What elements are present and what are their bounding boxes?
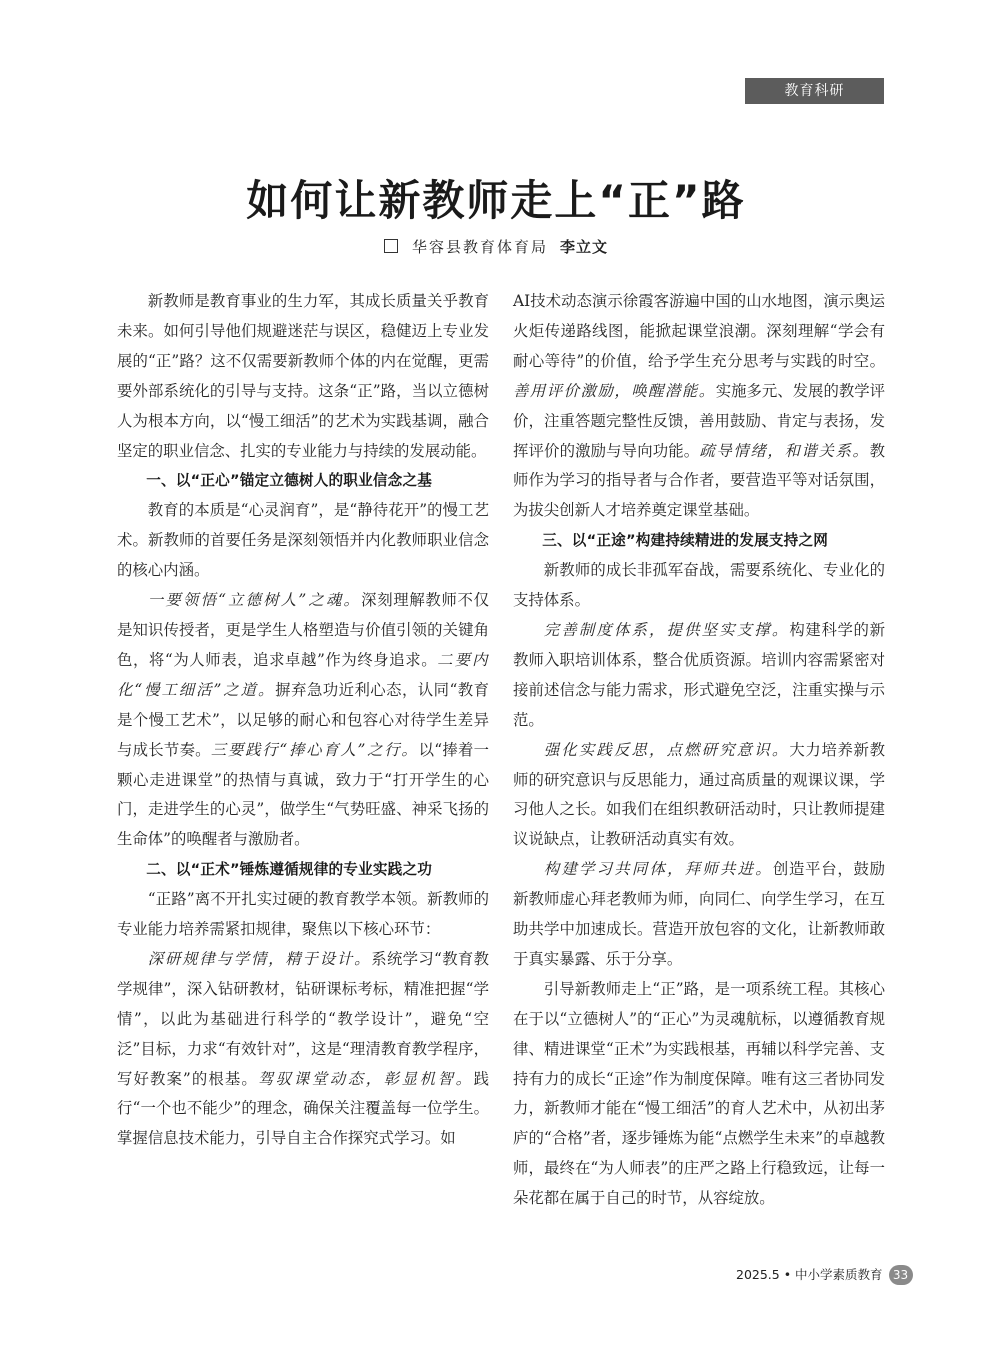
paragraph-lead: 疏导情绪，和谐关系。 xyxy=(699,441,870,460)
paragraph-body: AI技术动态演示徐霞客游遍中国的山水地图，演示奥运火炬传递路线图，能掀起课堂浪潮。深刻理解“学会有耐心等待”的价值，给予学生充分思考与实践的时空。 xyxy=(513,292,885,370)
paragraph-lead: 构建学习共同体，拜师共进。 xyxy=(543,860,773,879)
paragraph-body: 大力培养新教师的研究意识与反思能力，通过高质量的观课议课，学习他人之长。如我们在组织教研活动时，只让教师提建议说缺点，让教研活动真实有效。 xyxy=(513,740,885,849)
section-heading: 三、以“正途”构建持续精进的发展支持之网 xyxy=(542,532,829,550)
article-title: 如何让新教师走上“正”路 xyxy=(246,176,746,225)
section-tag: 教育科研 xyxy=(745,78,884,104)
paragraph-body: 实施多元、发展的教学评价，注重答题完整性反馈，善用鼓励、肯定与表扬，发挥评价的激励与导向功能。 xyxy=(513,381,886,460)
page-number: 33 xyxy=(889,1265,913,1285)
paragraph-body: 深刻理解教师不仅是知识传授者，更是学生人格塑造与价值引领的关键角色，将“为人师表，追求卓越”作为终身追求。 xyxy=(117,591,489,669)
paragraph-lead: 强化实践反思，点燃研究意识。 xyxy=(543,740,790,759)
paragraph-body: 践行“一个也不能少”的理念，确保关注覆盖每一位学生。掌握信息技术能力，引导自主合作探究式学习。如 xyxy=(117,1069,489,1148)
right-column xyxy=(513,287,885,1214)
paragraph-body: 构建科学的新教师入职培训体系，整合优质资源。培训内容需紧密对接前述信念与能力需求，形式避免空泛，注重实操与示范。 xyxy=(513,620,885,729)
author-organization: 华容县教育体育局 xyxy=(411,238,548,256)
page-footer xyxy=(736,1265,913,1285)
paragraph-lead: 深研规律与学情，精于设计。 xyxy=(147,949,372,968)
paragraph-lead: 善用评价激励，唤醒潜能。 xyxy=(513,381,716,400)
paragraph-lead: 完善制度体系，提供坚实支撑。 xyxy=(543,620,790,639)
issue-info: 2025.5 • 中小学素质教育 xyxy=(736,1267,883,1282)
paragraph: 教育的本质是“心灵润育”，是“静待花开”的慢工艺术。新教师的首要任务是深刻领悟并内化教师职业信念的核心内涵。 xyxy=(117,501,489,580)
paragraph: 引导新教师走上“正”路，是一项系统工程。其核心在于以“立德树人”的“正心”为灵魂航标，以遵循教育规律、精进课堂“正术”为实践根基，再辅以科学完善、支持有力的成长“正途”作为制度保障。唯有这三者协同发力，新教师才能在“慢工细活”的育人艺术中，从初出茅庐的“合格”者，逐步锤炼为能“点燃学生未来”的卓越教师，最终在“为人师表”的庄严之路上行稳致远，让每一朵花都在属于自己的时节，从容绽放。 xyxy=(513,979,885,1208)
paragraph-lead: 二要内化“慢工细活”之道。 xyxy=(117,650,489,699)
paragraph-lead: 驾驭课堂动态，彰显机智。 xyxy=(257,1069,474,1088)
paragraph xyxy=(513,616,885,736)
author-name: 李立文 xyxy=(560,238,609,256)
left-column xyxy=(117,287,489,1154)
paragraph: 新教师的成长非孤军奋战，需要系统化、专业化的支持体系。 xyxy=(513,561,885,610)
paragraph xyxy=(117,586,489,855)
section-heading: 一、以“正心”锚定立德树人的职业信念之基 xyxy=(146,472,433,490)
section-heading: 二、以“正术”锤炼遵循规律的专业实践之功 xyxy=(146,861,433,879)
square-icon xyxy=(384,239,398,253)
paragraph-body: 以“捧着一颗心走进课堂”的热情与真诚，致力于“打开学生的心门，走进学生的心灵”，做学生“气势旺盛、神采飞扬的生命体”的唤醒者与激励者。 xyxy=(117,740,489,849)
paragraph: “正路”离不开扎实过硬的教育教学本领。新教师的专业能力培养需紧扣规律，聚焦以下核心环节： xyxy=(117,890,489,939)
paragraph xyxy=(513,855,885,975)
paragraph xyxy=(117,945,489,1154)
byline xyxy=(0,236,992,257)
paragraph xyxy=(513,736,885,856)
paragraph xyxy=(513,287,885,526)
paragraph-body: 系统学习“教育教学规律”，深入钻研教材，钻研课标考标，精准把握“学情”，以此为基础进行科学的“教学设计”，避免“空泛”目标，力求“有效针对”，这是“理清教育教学程序，写好教案”的根基。 xyxy=(117,949,489,1088)
paragraph-body: 教师作为学习的指导者与合作者，要营造平等对话氛围，为拔尖创新人才培养奠定课堂基础。 xyxy=(513,441,885,520)
paragraph-body: 摒弃急功近利心态，认同“教育是个慢工艺术”，以足够的耐心和包容心对待学生差异与成长节奏。 xyxy=(117,680,489,759)
paragraph-body: 创造平台，鼓励新教师虚心拜老教师为师，向同仁、向学生学习，在互助共学中加速成长。营造开放包容的文化，让新教师敢于真实暴露、乐于分享。 xyxy=(513,860,885,968)
paragraph: 新教师是教育事业的生力军，其成长质量关乎教育未来。如何引导他们规避迷茫与误区，稳健迈上专业发展的“正”路？这不仅需要新教师个体的内在觉醒，更需要外部系统化的引导与支持。这条“正”路，当以立德树人为根本方向，以“慢工细活”的艺术为实践基调，融合坚定的职业信念、扎实的专业能力与持续的发展动能。 xyxy=(117,292,489,460)
paragraph-lead: 三要践行“捧心育人”之行。 xyxy=(210,740,419,759)
paragraph-lead: 一要领悟“立德树人”之魂。 xyxy=(147,591,362,610)
